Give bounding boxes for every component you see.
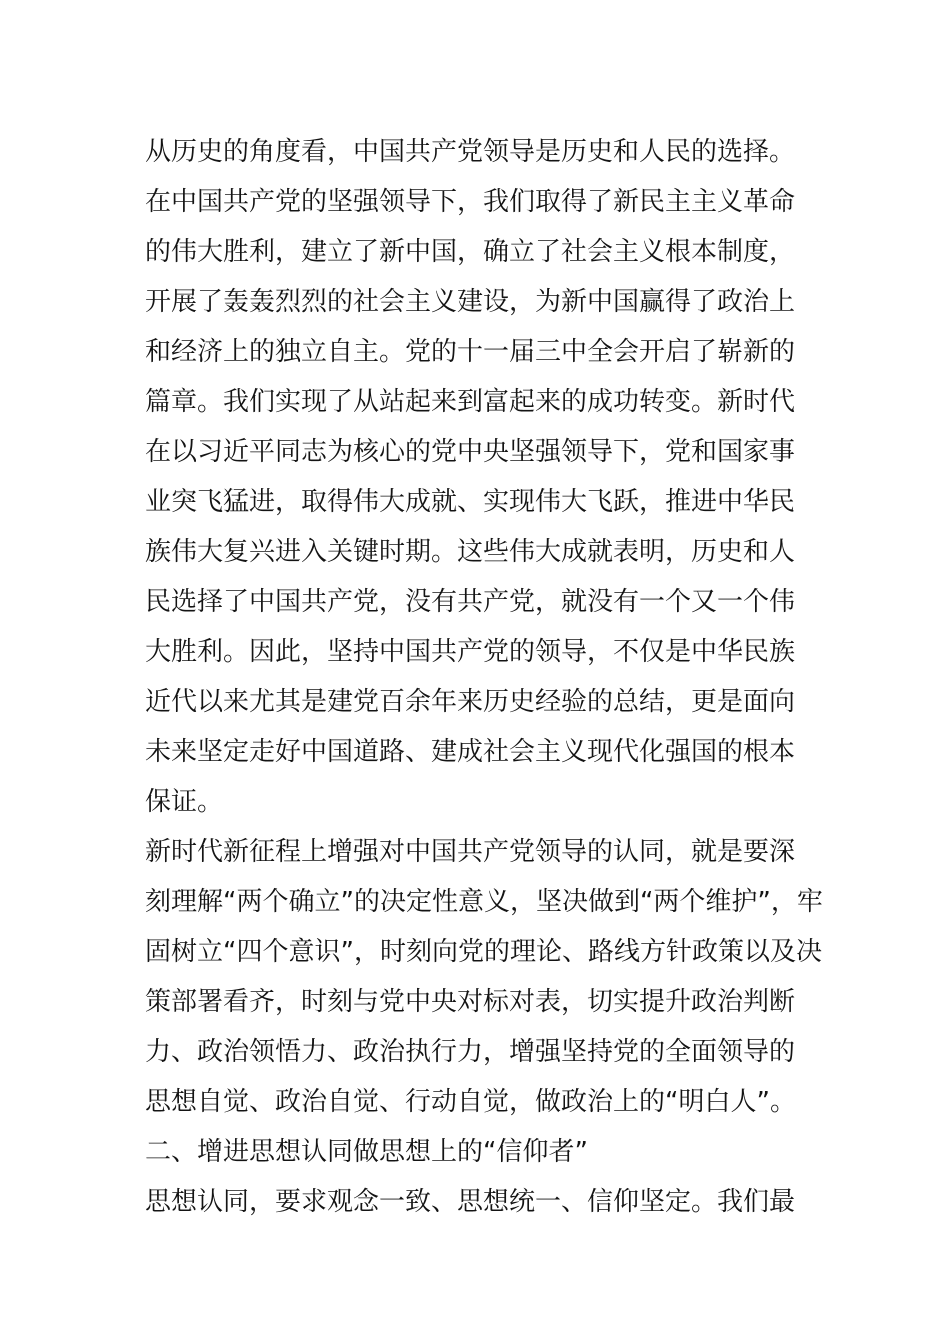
text-line: 未来坚定走好中国道路、建成社会主义现代化强国的根本 <box>145 737 796 767</box>
text-line: 固树立“四个意识”，时刻向党的理论、路线方针政策以及决 <box>145 937 822 967</box>
document-body <box>145 127 823 1227</box>
text-line: 思想自觉、政治自觉、行动自觉，做政治上的“明白人”。 <box>145 1087 796 1117</box>
section-heading: 二、增进思想认同做思想上的“信仰者” <box>145 1137 588 1167</box>
text-line: 在以习近平同志为核心的党中央坚强领导下，党和国家事 <box>145 437 796 467</box>
text-line: 篇章。我们实现了从站起来到富起来的成功转变。新时代 <box>145 387 796 417</box>
text-line: 开展了轰轰烈烈的社会主义建设，为新中国赢得了政治上 <box>145 287 796 317</box>
text-line: 和经济上的独立自主。党的十一届三中全会开启了崭新的 <box>145 337 796 367</box>
text-line: 大胜利。因此，坚持中国共产党的领导，不仅是中华民族 <box>145 637 796 667</box>
text-line: 在中国共产党的坚强领导下，我们取得了新民主主义革命 <box>145 187 796 217</box>
text-line: 力、政治领悟力、政治执行力，增强坚持党的全面领导的 <box>145 1037 796 1067</box>
text-line: 思想认同，要求观念一致、思想统一、信仰坚定。我们最 <box>145 1187 796 1217</box>
text-line: 近代以来尤其是建党百余年来历史经验的总结，更是面向 <box>145 687 796 717</box>
text-line: 新时代新征程上增强对中国共产党领导的认同，就是要深 <box>145 837 796 867</box>
text-line: 民选择了中国共产党，没有共产党，就没有一个又一个伟 <box>145 587 796 617</box>
text-line: 业突飞猛进，取得伟大成就、实现伟大飞跃，推进中华民 <box>145 487 796 517</box>
text-line: 的伟大胜利，建立了新中国，确立了社会主义根本制度， <box>145 237 796 267</box>
text-line: 策部署看齐，时刻与党中央对标对表，切实提升政治判断 <box>145 987 796 1017</box>
text-line: 刻理解“两个确立”的决定性意义，坚决做到“两个维护”，牢 <box>145 887 823 917</box>
text-line: 从历史的角度看，中国共产党领导是历史和人民的选择。 <box>145 137 796 167</box>
text-line: 保证。 <box>145 787 224 817</box>
text-line: 族伟大复兴进入关键时期。这些伟大成就表明，历史和人 <box>145 537 796 567</box>
